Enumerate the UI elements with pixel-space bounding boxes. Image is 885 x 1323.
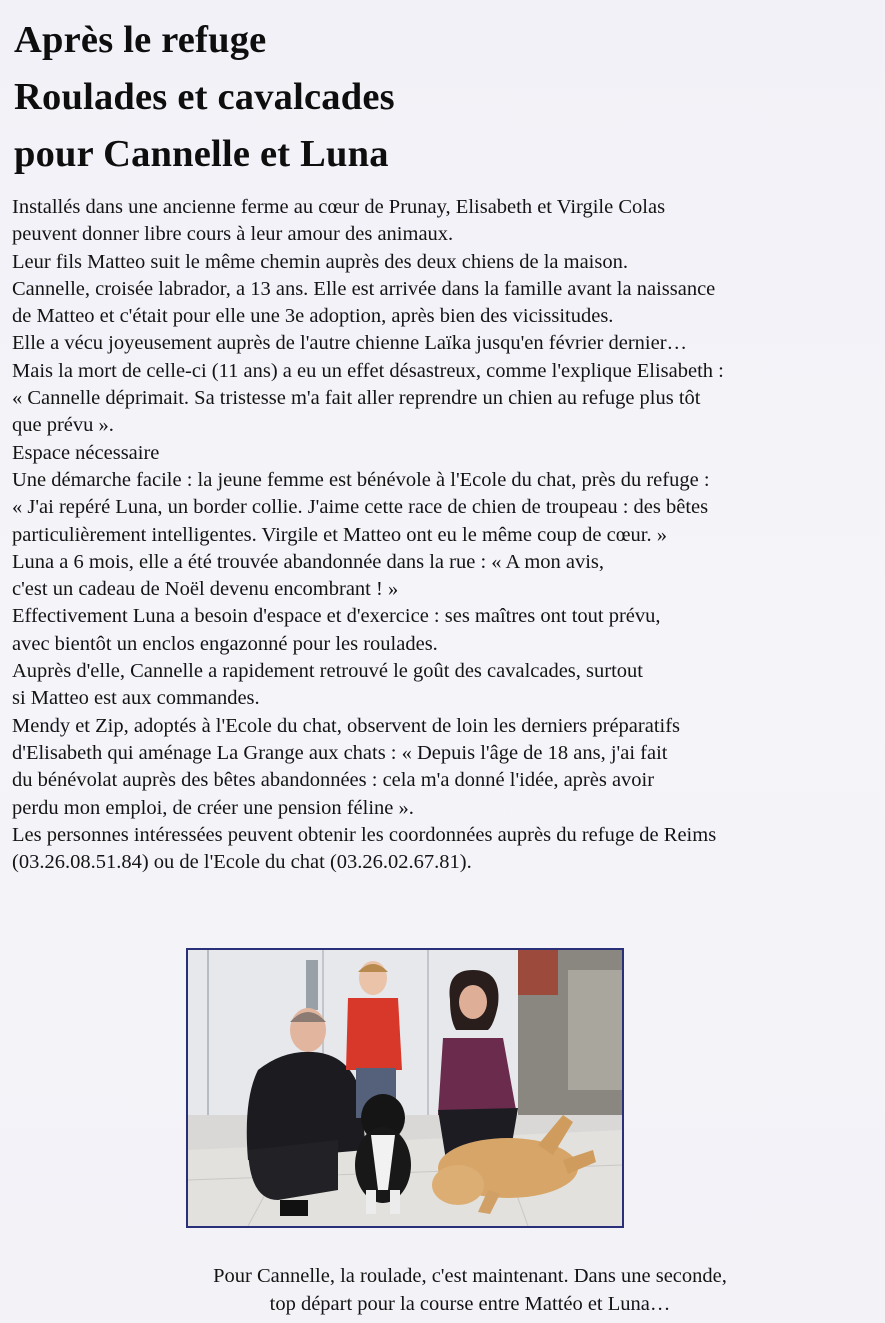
body-line: que prévu ». bbox=[12, 414, 114, 437]
body-line: « J'ai repéré Luna, un border collie. J'aime cette race de chien de troupeau : des bêtes bbox=[12, 496, 709, 519]
body-line: Mendy et Zip, adoptés à l'Ecole du chat, observent de loin les derniers préparatifs bbox=[12, 714, 681, 737]
body-line: Luna a 6 mois, elle a été trouvée abandonnée dans la rue : « A mon avis, bbox=[12, 550, 605, 573]
section-subheading: Espace nécessaire bbox=[12, 441, 160, 464]
article-body bbox=[12, 194, 884, 876]
article-title bbox=[14, 12, 395, 183]
photo-caption bbox=[180, 1262, 760, 1318]
body-line: d'Elisabeth qui aménage La Grange aux chats : « Depuis l'âge de 18 ans, j'ai fait bbox=[12, 741, 668, 764]
body-line: si Matteo est aux commandes. bbox=[12, 687, 260, 710]
body-line: Auprès d'elle, Cannelle a rapidement retrouvé le goût des cavalcades, surtout bbox=[12, 660, 643, 683]
body-line: peuvent donner libre cours à leur amour des animaux. bbox=[12, 223, 454, 246]
title-line: Après le refuge bbox=[14, 19, 267, 61]
caption-line: Pour Cannelle, la roulade, c'est maintenant. Dans une seconde, bbox=[213, 1265, 727, 1287]
body-line: Cannelle, croisée labrador, a 13 ans. Elle est arrivée dans la famille avant la naissance bbox=[12, 277, 716, 300]
body-line: « Cannelle déprimait. Sa tristesse m'a fait aller reprendre un chien au refuge plus tôt bbox=[12, 387, 701, 410]
body-line: Effectivement Luna a besoin d'espace et d'exercice : ses maîtres ont tout prévu, bbox=[12, 605, 661, 628]
body-line: perdu mon emploi, de créer une pension féline ». bbox=[12, 796, 414, 819]
body-line: Les personnes intéressées peuvent obtenir les coordonnées auprès du refuge de Reims bbox=[12, 823, 717, 846]
body-line: Mais la mort de celle-ci (11 ans) a eu un effet désastreux, comme l'explique Elisabeth : bbox=[12, 359, 724, 382]
body-line: (03.26.08.51.84) ou de l'Ecole du chat (03.26.02.67.81). bbox=[12, 851, 472, 874]
caption-line: top départ pour la course entre Mattéo et Luna… bbox=[269, 1293, 671, 1315]
body-line: du bénévolat auprès des bêtes abandonnées : cela m'a donné l'idée, après avoir bbox=[12, 769, 655, 792]
title-line: Roulades et cavalcades bbox=[14, 76, 395, 118]
body-line: particulièrement intelligentes. Virgile et Matteo ont eu le même coup de cœur. » bbox=[12, 523, 667, 546]
title-line: pour Cannelle et Luna bbox=[14, 133, 389, 175]
photo-illustration bbox=[188, 950, 622, 1226]
body-line: de Matteo et c'était pour elle une 3e adoption, après bien des vicissitudes. bbox=[12, 305, 614, 328]
body-line: Une démarche facile : la jeune femme est bénévole à l'Ecole du chat, près du refuge : bbox=[12, 468, 710, 491]
body-line: avec bientôt un enclos engazonné pour les roulades. bbox=[12, 632, 438, 655]
body-line: Installés dans une ancienne ferme au cœur de Prunay, Elisabeth et Virgile Colas bbox=[12, 196, 666, 218]
body-line: Leur fils Matteo suit le même chemin auprès des deux chiens de la maison. bbox=[12, 250, 628, 273]
body-line: Elle a vécu joyeusement auprès de l'autre chienne Laïka jusqu'en février dernier… bbox=[12, 332, 688, 355]
family-photo bbox=[186, 948, 624, 1228]
body-line: c'est un cadeau de Noël devenu encombrant ! » bbox=[12, 578, 399, 601]
